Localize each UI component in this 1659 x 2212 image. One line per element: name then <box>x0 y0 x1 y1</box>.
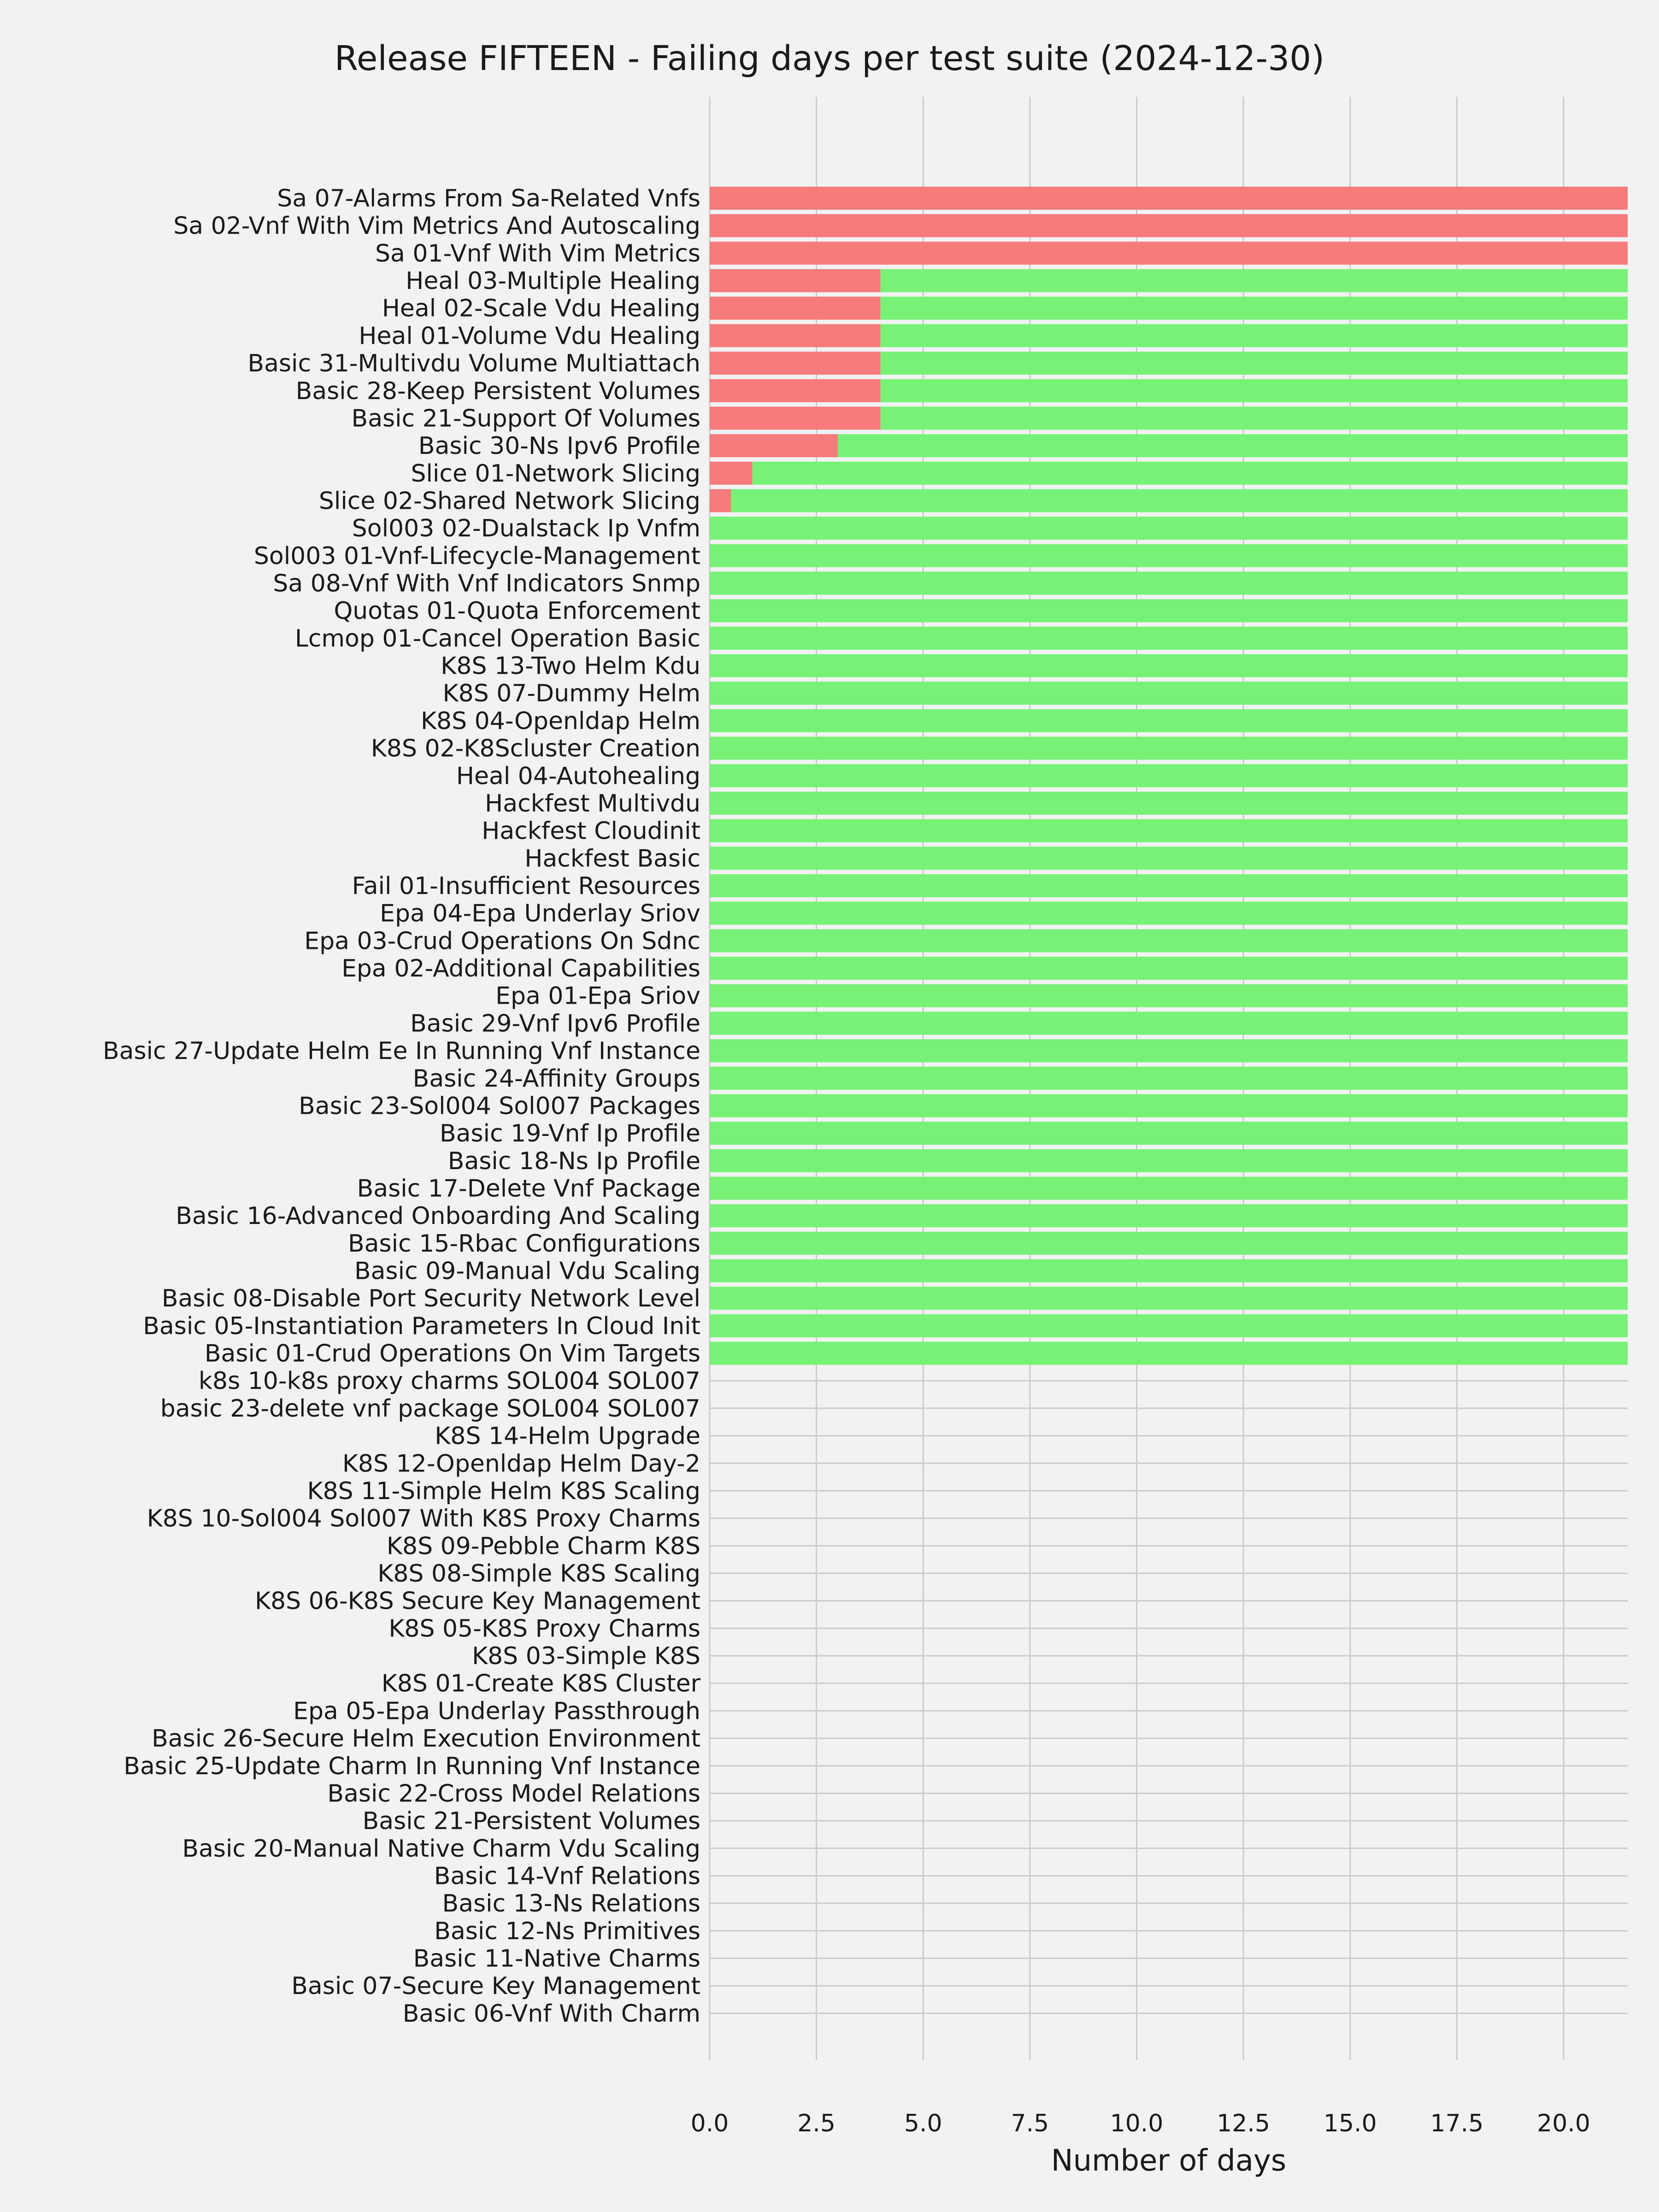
bar-failing <box>710 214 1628 237</box>
y-tick-label: Slice 02-Shared Network Slicing <box>318 487 700 515</box>
x-tick-label: 20.0 <box>1537 2110 1590 2137</box>
bar-failing <box>710 489 731 512</box>
bar-passing <box>881 379 1628 402</box>
x-tick-label: 2.5 <box>797 2110 835 2137</box>
bar-failing <box>710 406 881 429</box>
bar-passing <box>710 1149 1628 1172</box>
x-tick-label: 10.0 <box>1110 2110 1164 2137</box>
y-tick-label: K8S 08-Simple K8S Scaling <box>377 1560 700 1588</box>
x-tick-label: 12.5 <box>1217 2110 1271 2137</box>
y-tick-label: Basic 19-Vnf Ip Profile <box>439 1120 700 1148</box>
y-tick-label: Basic 27-Update Helm Ee In Running Vnf Instance <box>102 1037 700 1065</box>
bar-failing <box>710 352 881 375</box>
bar-passing <box>710 572 1628 595</box>
bar-passing <box>710 1287 1628 1310</box>
y-tick-label: Basic 26-Secure Helm Execution Environment <box>152 1725 700 1753</box>
bar-failing <box>710 324 881 347</box>
y-tick-label: Basic 16-Advanced Onboarding And Scaling <box>176 1202 700 1230</box>
bar-passing <box>710 1232 1628 1255</box>
y-tick-label: Epa 04-Epa Underlay Sriov <box>380 900 700 928</box>
y-tick-label: Slice 01-Network Slicing <box>411 459 700 488</box>
bar-passing <box>710 874 1628 897</box>
x-tick-label: 15.0 <box>1323 2110 1377 2137</box>
y-tick-label: Lcmop 01-Cancel Operation Basic <box>294 624 700 653</box>
bar-passing <box>710 1259 1628 1282</box>
y-tick-label: Quotas 01-Quota Enforcement <box>334 597 700 625</box>
y-tick-label: Hackfest Multivdu <box>485 789 700 818</box>
y-tick-label: Sa 02-Vnf With Vim Metrics And Autoscaling <box>173 212 700 240</box>
bar-passing <box>710 1067 1628 1090</box>
y-tick-label: Sa 08-Vnf With Vnf Indicators Snmp <box>273 570 700 598</box>
y-tick-label: K8S 04-Openldap Helm <box>420 707 700 735</box>
y-tick-label: Basic 28-Keep Persistent Volumes <box>295 377 700 405</box>
bar-passing <box>710 957 1628 980</box>
bar-failing <box>710 187 1628 210</box>
bar-passing <box>710 627 1628 650</box>
bar-passing <box>881 352 1628 375</box>
bar-passing <box>710 1039 1628 1062</box>
y-tick-label: K8S 01-Create K8S Cluster <box>381 1670 700 1698</box>
bar-passing <box>881 269 1628 292</box>
y-tick-label: Basic 29-Vnf Ipv6 Profile <box>410 1010 700 1038</box>
y-tick-label: K8S 11-Simple Helm K8S Scaling <box>307 1477 700 1505</box>
bar-passing <box>881 297 1628 320</box>
y-tick-label: Basic 31-Multivdu Volume Multiattach <box>247 350 700 378</box>
y-tick-label: Basic 05-Instantiation Parameters In Cloud Init <box>143 1312 700 1340</box>
y-tick-label: Basic 13-Ns Relations <box>442 1890 700 1918</box>
y-tick-label: Basic 09-Manual Vdu Scaling <box>354 1257 700 1285</box>
y-tick-label: Basic 12-Ns Primitives <box>434 1917 700 1945</box>
y-tick-label: k8s 10-k8s proxy charms SOL004 SOL007 <box>198 1367 700 1395</box>
x-axis-label: Number of days <box>1051 2144 1287 2178</box>
y-tick-label: Basic 23-Sol004 Sol007 Packages <box>299 1092 700 1120</box>
y-tick-label: Basic 21-Support Of Volumes <box>351 405 700 433</box>
bar-passing <box>710 599 1628 622</box>
y-tick-label: Basic 18-Ns Ip Profile <box>447 1147 700 1175</box>
y-tick-label: K8S 02-K8Scluster Creation <box>371 735 700 763</box>
x-tick-label: 7.5 <box>1011 2110 1049 2137</box>
bar-passing <box>710 1122 1628 1145</box>
y-tick-label: K8S 09-Pebble Charm K8S <box>386 1532 700 1560</box>
bar-passing <box>710 1094 1628 1117</box>
bar-passing <box>838 434 1628 457</box>
bar-passing <box>710 682 1628 705</box>
bar-passing <box>710 902 1628 925</box>
y-tick-label: K8S 14-Helm Upgrade <box>435 1422 700 1450</box>
y-tick-label: K8S 07-Dummy Helm <box>442 680 700 708</box>
y-tick-label: Heal 03-Multiple Healing <box>406 267 700 295</box>
y-tick-label: K8S 13-Two Helm Kdu <box>441 652 700 680</box>
x-tick-label: 17.5 <box>1430 2110 1484 2137</box>
bar-passing <box>710 709 1628 732</box>
y-tick-label: Basic 30-Ns Ipv6 Profile <box>418 432 700 460</box>
bar-passing <box>710 984 1628 1007</box>
y-tick-label: Sol003 01-Vnf-Lifecycle-Management <box>253 542 700 570</box>
x-tick-labels <box>691 2110 1590 2137</box>
bar-failing <box>710 462 753 485</box>
bar-passing <box>731 489 1628 512</box>
y-tick-label: Heal 04-Autohealing <box>456 762 700 790</box>
bar-passing <box>710 517 1628 540</box>
bar-passing <box>710 847 1628 870</box>
y-tick-label: Basic 08-Disable Port Security Network Level <box>161 1285 700 1313</box>
y-tick-label: Epa 03-Crud Operations On Sdnc <box>304 927 700 955</box>
y-tick-label: Basic 14-Vnf Relations <box>434 1862 700 1890</box>
bar-passing <box>710 1314 1628 1337</box>
bar-passing <box>710 1177 1628 1200</box>
bar-passing <box>753 462 1628 485</box>
y-tick-label: Basic 01-Crud Operations On Vim Targets <box>204 1340 700 1368</box>
bar-passing <box>710 929 1628 952</box>
bar-passing <box>881 324 1628 347</box>
bar-passing <box>710 1012 1628 1035</box>
bar-passing <box>710 544 1628 567</box>
y-tick-label: Basic 24-Affinity Groups <box>412 1065 700 1093</box>
bar-failing <box>710 297 881 320</box>
x-tick-label: 5.0 <box>904 2110 942 2137</box>
bar-failing <box>710 269 881 292</box>
y-tick-label: Heal 02-Scale Vdu Healing <box>382 294 700 323</box>
y-tick-label: K8S 12-Openldap Helm Day-2 <box>342 1450 700 1478</box>
bar-failing <box>710 241 1628 265</box>
bar-failing <box>710 379 881 402</box>
y-tick-label: Heal 01-Volume Vdu Healing <box>359 322 700 350</box>
y-tick-label: Basic 17-Delete Vnf Package <box>357 1175 700 1203</box>
bar-passing <box>710 737 1628 760</box>
y-tick-label: Basic 20-Manual Native Charm Vdu Scaling <box>182 1835 700 1863</box>
y-tick-label: K8S 06-K8S Secure Key Management <box>254 1587 700 1615</box>
bar-passing <box>710 819 1628 842</box>
y-tick-label: basic 23-delete vnf package SOL004 SOL007 <box>160 1394 700 1423</box>
y-tick-label: Basic 07-Secure Key Management <box>291 1972 700 2000</box>
bar-passing <box>710 1342 1628 1365</box>
y-tick-label: Epa 02-Additional Capabilities <box>341 955 700 983</box>
y-tick-label: Basic 06-Vnf With Charm <box>402 2000 700 2028</box>
y-tick-label: Epa 01-Epa Sriov <box>495 982 700 1010</box>
y-tick-label: Fail 01-Insufficient Resources <box>352 872 700 900</box>
y-tick-label: K8S 05-K8S Proxy Charms <box>388 1615 700 1643</box>
bar-failing <box>710 434 838 457</box>
y-tick-label: Basic 25-Update Charm In Running Vnf Instance <box>124 1752 700 1780</box>
y-tick-label: Sa 01-Vnf With Vim Metrics <box>375 240 700 268</box>
bar-passing <box>710 1204 1628 1227</box>
y-tick-label: Epa 05-Epa Underlay Passthrough <box>293 1697 700 1725</box>
y-tick-label: Basic 21-Persistent Volumes <box>362 1807 700 1835</box>
y-tick-label: Sa 07-Alarms From Sa-Related Vnfs <box>277 185 700 212</box>
bar-layer <box>710 187 1628 1365</box>
y-tick-label: Sol003 02-Dualstack Ip Vnfm <box>352 515 700 543</box>
bar-passing <box>710 764 1628 787</box>
y-tick-label: K8S 10-Sol004 Sol007 With K8S Proxy Charms <box>147 1505 700 1533</box>
bar-passing <box>710 792 1628 815</box>
bar-passing <box>881 406 1628 429</box>
bar-passing <box>710 654 1628 677</box>
y-tick-label: K8S 03-Simple K8S <box>472 1642 700 1671</box>
chart-title: Release FIFTEEN - Failing days per test suite (2024-12-30) <box>334 39 1325 78</box>
y-tick-label: Basic 11-Native Charms <box>413 1945 700 1973</box>
y-tick-label: Basic 15-Rbac Configurations <box>348 1230 700 1258</box>
y-tick-label: Hackfest Basic <box>524 845 700 873</box>
y-tick-label: Hackfest Cloudinit <box>482 817 700 845</box>
y-tick-label: Basic 22-Cross Model Relations <box>327 1780 700 1808</box>
x-tick-label: 0.0 <box>690 2110 729 2137</box>
